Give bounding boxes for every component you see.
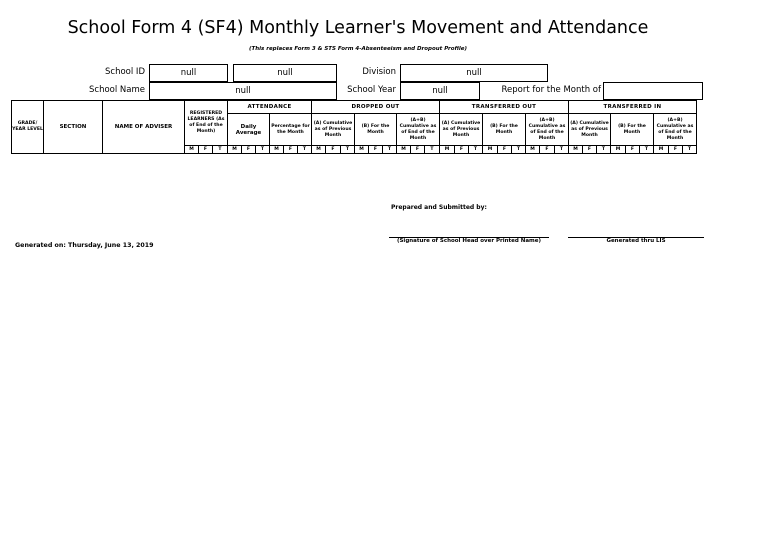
report-month-field[interactable] [603, 82, 703, 100]
mft-header-t: T [469, 146, 483, 154]
mft-header-m: M [654, 146, 669, 154]
school-id-label: School ID [105, 67, 145, 77]
school-id-field[interactable]: null [149, 64, 228, 82]
mft-header-t: T [298, 146, 312, 154]
mft-header-m: M [355, 146, 369, 154]
dropped-a-header: (A) Cumulative as of Previous Month [312, 114, 355, 146]
school-year-field[interactable]: null [400, 82, 480, 100]
division-field[interactable]: null [400, 64, 548, 82]
attendance-header: ATTENDANCE [228, 101, 312, 114]
mft-header-m: M [185, 146, 199, 154]
dropped-b-header: (B) For the Month [355, 114, 397, 146]
mft-header-t: T [383, 146, 397, 154]
transferred-out-header: TRANSFERRED OUT [440, 101, 569, 114]
signature-caption: (Signature of School Head over Printed Name) [396, 238, 542, 244]
daily-average-header: Daily Average [228, 114, 270, 146]
mft-header-f: F [540, 146, 555, 154]
tin-c-header: (A+B) Cumulative as of End of the Month [654, 114, 697, 146]
mft-header-f: F [626, 146, 640, 154]
dropped-c-header: (A+B) Cumulative as of End of the Month [397, 114, 440, 146]
mft-header-t: T [512, 146, 526, 154]
mft-header-t: T [213, 146, 228, 154]
mft-header-m: M [312, 146, 326, 154]
mft-header-t: T [425, 146, 440, 154]
grade-level-header: GRADE/ YEAR LEVEL [12, 101, 44, 154]
mft-header-t: T [683, 146, 697, 154]
mft-header-f: F [498, 146, 512, 154]
mft-header-m: M [526, 146, 540, 154]
mft-header-f: F [284, 146, 298, 154]
mft-header-f: F [583, 146, 597, 154]
mft-header-m: M [483, 146, 498, 154]
mft-header-m: M [611, 146, 626, 154]
school-name-label: School Name [89, 85, 145, 95]
tin-a-header: (A) Cumulative as of Previous Month [569, 114, 611, 146]
mft-header-m: M [440, 146, 455, 154]
mft-header-m: M [228, 146, 242, 154]
tout-c-header: (A+B) Cumulative as of End of the Month [526, 114, 569, 146]
tout-a-header: (A) Cumulative as of Previous Month [440, 114, 483, 146]
attendance-table [11, 100, 740, 154]
mft-header-t: T [256, 146, 270, 154]
transferred-in-header: TRANSFERRED IN [569, 101, 697, 114]
school-id-field-2[interactable]: null [233, 64, 337, 82]
mft-header-m: M [569, 146, 583, 154]
report-month-label: Report for the Month of [501, 85, 601, 95]
school-year-label: School Year [347, 85, 396, 95]
form-title: School Form 4 (SF4) Monthly Learner's Movement and Attendance [67, 18, 649, 38]
registered-learners-header: REGISTERED LEARNERS (As of End of the Month) [185, 101, 228, 146]
section-header: SECTION [44, 101, 103, 154]
division-label: Division [362, 67, 396, 77]
mft-header-f: F [669, 146, 683, 154]
mft-header-m: M [397, 146, 411, 154]
mft-header-f: F [242, 146, 256, 154]
mft-header-f: F [411, 146, 425, 154]
mft-header-t: T [640, 146, 654, 154]
mft-header-t: T [555, 146, 569, 154]
adviser-header: NAME OF ADVISER [103, 101, 185, 154]
mft-header-f: F [455, 146, 469, 154]
mft-header-f: F [369, 146, 383, 154]
generated-on-text: Generated on: Thursday, June 13, 2019 [15, 242, 154, 249]
mft-header-f: F [326, 146, 341, 154]
form-subtitle: (This replaces Form 3 & STS Form 4-Absenteeism and Dropout Profile) [248, 46, 468, 52]
mft-header-t: T [341, 146, 355, 154]
percentage-header: Percentage for the Month [270, 114, 312, 146]
mft-header-t: T [597, 146, 611, 154]
mft-header-m: M [270, 146, 284, 154]
tin-b-header: (B) For the Month [611, 114, 654, 146]
generated-thru-text: Generated thru LIS [606, 238, 666, 244]
mft-header-f: F [199, 146, 213, 154]
dropped-out-header: DROPPED OUT [312, 101, 440, 114]
school-name-field[interactable]: null [149, 82, 337, 100]
prepared-by-label: Prepared and Submitted by: [391, 204, 487, 211]
tout-b-header: (B) For the Month [483, 114, 526, 146]
